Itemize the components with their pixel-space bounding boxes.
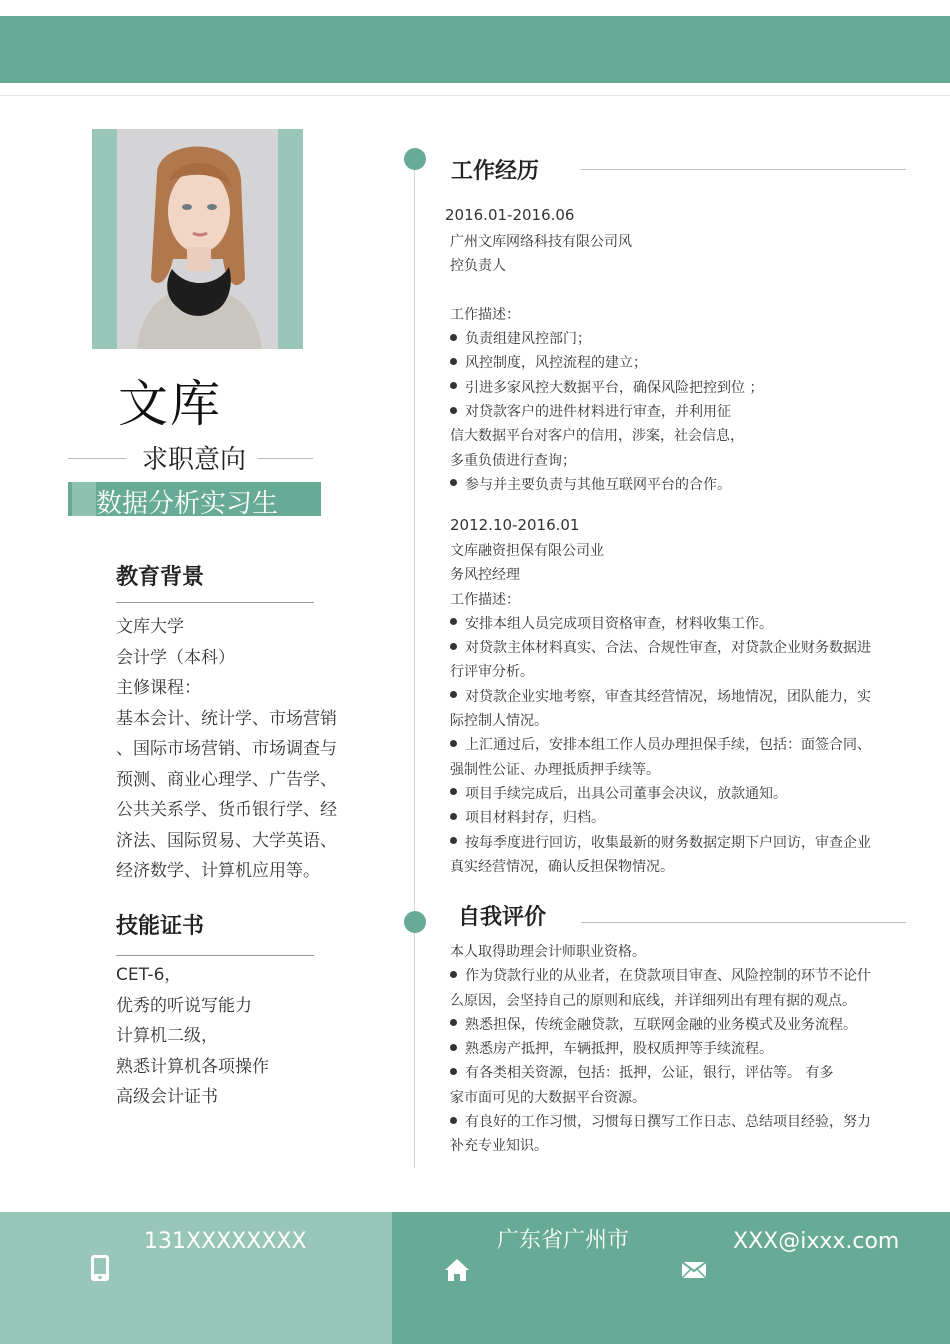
mail-icon [682,1262,706,1282]
job-detail-line-text: 参与并主要负责与其他互联网平台的合作。 [465,476,731,493]
job-detail-line-text: 信大数据平台对客户的信用，涉案，社会信息， [450,428,744,445]
job-detail-line [450,831,910,855]
job-detail-line-text: 上汇通过后，安排本组工作人员办理担保手续，包括：面签合同、 [465,737,871,754]
job-detail-line-text: 强制性公证、办理抵质押手续等。 [450,761,660,778]
job-detail-line [450,351,910,375]
bullet-icon [450,740,457,747]
skill-line: 优秀的听说写能力 [116,995,252,1016]
self-eval-line-text: 补充专业知识。 [450,1138,548,1155]
job-detail-line-text: 多重负债进行查询； [450,452,576,469]
education-line: 经济数学、计算机应用等。 [116,861,320,881]
phone-icon [90,1254,110,1286]
job-detail-line [450,709,910,733]
job-detail-line-text: 工作描述： [450,591,520,608]
self-eval-line [450,1110,910,1134]
job-intent-label: 求职意向 [142,445,247,475]
portrait-illustration [117,129,278,349]
self-eval-line-text: 熟悉房产抵押，车辆抵押，股权质押等手续流程。 [465,1041,773,1058]
job-detail-line [450,782,910,806]
job-detail-line-text: 按每季度进行回访，收集最新的财务数据定期下户回访，审查企业 [465,834,871,851]
education-line: 基本会计、统计学、市场营销 [116,708,337,729]
work-rule [581,169,906,170]
job-intent-row [68,437,313,477]
skill-line: CET-6， [116,965,182,985]
home-icon [444,1258,470,1286]
self-eval-line [450,1134,910,1158]
position-banner [68,482,321,519]
photo-frame [92,129,303,349]
work-timeline-dot [404,148,426,170]
job-detail-line-text: 项目材料封存，归档。 [465,810,605,827]
job-detail-line [450,449,910,473]
self-eval-line-text: 家市面可见的大数据平台资源。 [450,1089,646,1106]
job-detail-line [450,660,910,684]
job-detail-line [450,376,910,400]
self-eval-line-text: 么原因，会坚持自己的原则和底线，并详细列出有理有据的观点。 [450,992,856,1009]
job-detail-line-text: 广州文库网络科技有限公司风 [450,234,632,250]
bullet-icon [450,334,457,341]
bullet-icon [450,1044,457,1051]
job-detail-line [450,230,910,254]
bullet-icon [450,788,457,795]
self-eval-line [450,1037,910,1061]
email-address: XXX@ixxx.com [733,1229,900,1254]
job-detail-line [450,563,910,587]
skill-line: 高级会计证书 [116,1087,218,1107]
bullet-icon [450,1117,457,1124]
job-detail-line [450,539,910,563]
job-detail-line [450,588,910,612]
job-detail-line-text: 真实经营情况，确认反担保物情况。 [450,858,674,875]
education-title: 教育背景 [116,565,205,590]
job-detail-line [450,424,910,448]
self-eval-line-text: 作为贷款行业的从业者，在贷款项目审查、风险控制的环节不论什 [465,968,871,985]
intent-divider-left [68,458,126,459]
job-detail-line [450,855,910,879]
position-banner-accent [72,482,96,516]
job-detail-line [450,327,910,351]
self-eval-timeline-dot [404,911,426,933]
education-list [116,612,356,887]
job-detail-line-text: 控负责人 [450,258,506,275]
self-eval-line [450,989,910,1013]
education-line: 公共关系学、货币银行学、经 [116,800,337,820]
job-detail-line [450,806,910,830]
bullet-icon [450,837,457,844]
skills-title: 技能证书 [116,914,205,939]
header-band [0,16,950,83]
bullet-icon [450,479,457,486]
job-detail-line-text: 安排本组人员完成项目资格审查，材料收集工作。 [465,615,773,632]
bullet-icon [450,1068,457,1075]
job-detail-line-text: 文库融资担保有限公司业 [450,543,604,559]
self-eval-line [450,964,910,988]
job-detail-line-text: 负责组建风控部门； [465,331,591,348]
job-detail-line-text: 际控制人情况。 [450,713,548,730]
bullet-icon [450,813,457,820]
job-detail-line-text: 行评审分析。 [450,664,534,681]
job-detail-line-text: 项目手续完成后，出具公司董事会决议，放款通知。 [465,785,787,802]
address: 广东省广州市 [497,1228,630,1253]
self-eval-line-text: 有良好的工作习惯，习惯每日撰写工作日志、总结项目经验，努力 [465,1114,871,1131]
job-detail-line-text: 风控制度，风控流程的建立； [465,355,647,372]
job-detail-line [450,400,910,424]
job-detail-line-text: 对贷款主体材料真实、合法、合规性审查，对贷款企业财务数据进 [465,640,871,657]
job-detail-line [450,279,910,303]
skills-rule [116,955,314,956]
education-rule [116,602,314,603]
self-eval-line [450,940,910,964]
job-detail-line-text: 对贷款企业实地考察，审查其经营情况，场地情况，团队能力，实 [465,688,871,705]
bullet-icon [450,643,457,650]
education-line: 、国际市场营销、市场调查与 [116,739,337,759]
job-detail-line-text: 引进多家风控大数据平台，确保风险把控到位 ； [465,379,764,396]
job-detail-line [450,758,910,782]
bullet-icon [450,971,457,978]
self-eval-line [450,1013,910,1037]
bullet-icon [450,1019,457,1026]
self-eval-title: 自我评价 [458,905,547,930]
timeline-line [414,160,415,1168]
job-detail-line-text: 务风控经理 [450,567,520,584]
job-detail-line-text: 对贷款客户的进件材料进行审查，并利用征 [465,404,731,421]
job-detail-line [450,685,910,709]
job-1-date: 2016.01-2016.06 [445,206,575,224]
education-line: 会计学（本科） [116,647,235,668]
phone-number: 131XXXXXXXX [144,1229,307,1254]
job-detail-line [450,636,910,660]
self-eval-rule [581,922,906,923]
skill-line: 计算机二级， [116,1026,218,1046]
job-1-details [450,230,910,497]
work-title: 工作经历 [451,159,540,184]
job-detail-line [450,303,910,327]
top-margin [0,0,950,16]
job-detail-line [450,612,910,636]
job-2-details [450,539,910,879]
job-detail-line-text: 工作描述： [450,306,520,323]
self-eval-details [450,940,910,1159]
education-line: 济法、国际贸易、大学英语、 [116,830,337,851]
bullet-icon [450,407,457,414]
job-2-date: 2012.10-2016.01 [450,516,580,534]
self-eval-line-text: 熟悉担保，传统金融贷款，互联网金融的业务模式及业务流程。 [465,1016,857,1033]
intent-divider-right [258,458,313,459]
self-eval-line [450,1061,910,1085]
bullet-icon [450,691,457,698]
self-eval-line-text: 有各类相关资源，包括：抵押，公证，银行，评估等。 有多 [465,1065,834,1082]
target-position: 数据分析实习生 [96,489,279,519]
bullet-icon [450,382,457,389]
bullet-icon [450,358,457,365]
bullet-icon [450,618,457,625]
job-detail-line [450,733,910,757]
education-line: 文库大学 [116,617,184,637]
self-eval-line-text: 本人取得助理会计师职业资格。 [450,944,646,960]
skill-line: 熟悉计算机各项操作 [116,1056,269,1077]
profile-photo [117,129,278,349]
header-divider [0,95,950,96]
job-detail-line [450,473,910,497]
skills-list [116,960,356,1113]
education-line: 预测、商业心理学、广告学、 [116,769,337,790]
candidate-name: 文库 [118,375,222,433]
job-detail-line [450,254,910,278]
self-eval-line [450,1086,910,1110]
education-line: 主修课程： [116,678,201,698]
